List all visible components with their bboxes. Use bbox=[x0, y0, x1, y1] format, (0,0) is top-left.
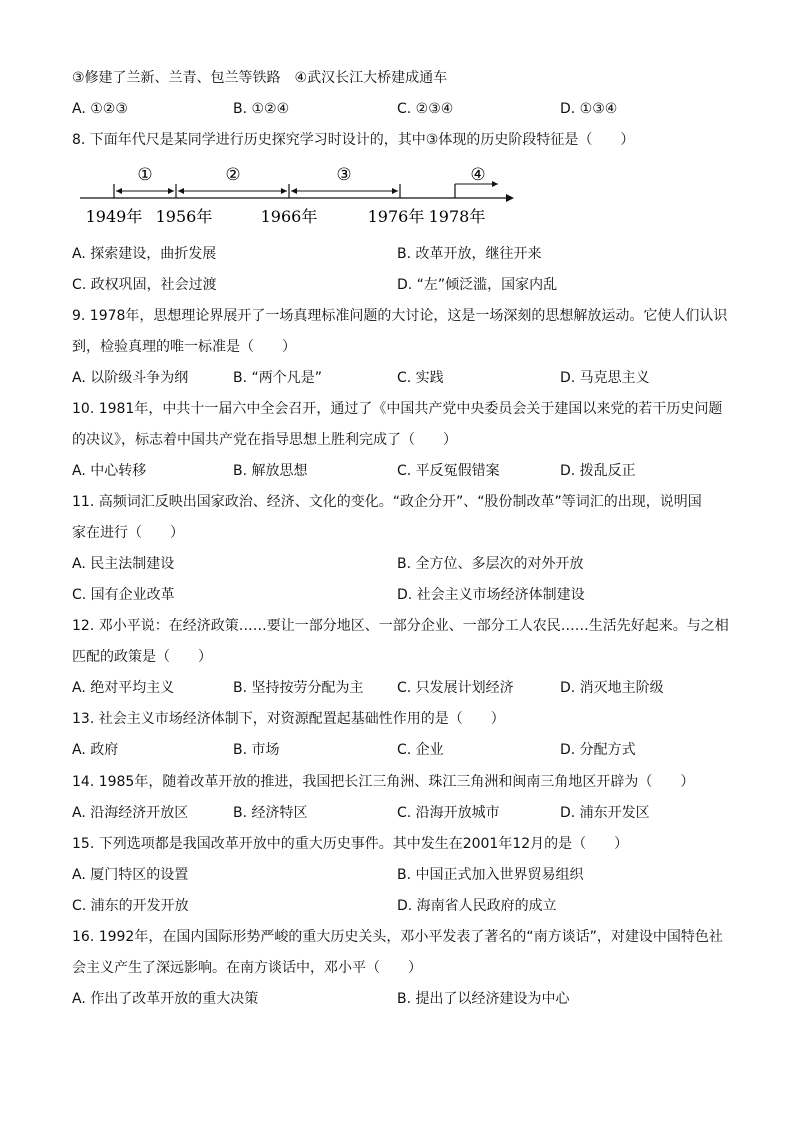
q14-stem: 14. 1985年，随着改革开放的推进，我国把长江三角洲、珠江三角洲和闽南三角地区开辟为（ ） bbox=[72, 774, 695, 790]
q11-stem-line2: 家在进行（ ） bbox=[72, 525, 184, 541]
q12-option-b: B. 坚持按劳分配为主 bbox=[233, 680, 364, 696]
q14-option-c: C. 沿海开放城市 bbox=[397, 805, 500, 821]
q11-option-b: B. 全方位、多层次的对外开放 bbox=[397, 556, 584, 572]
q14-option-d: D. 浦东开发区 bbox=[560, 805, 650, 821]
q9-option-c: C. 实践 bbox=[397, 370, 444, 386]
year-label: 1966年 bbox=[260, 207, 318, 226]
q10-option-b: B. 解放思想 bbox=[233, 463, 308, 479]
q15-option-c: C. 浦东的开发开放 bbox=[72, 898, 189, 914]
q9-stem-line2: 到，检验真理的唯一标准是（ ） bbox=[72, 339, 296, 355]
q7-option-a: A. ①②③ bbox=[72, 101, 128, 117]
q14-option-b: B. 经济特区 bbox=[233, 805, 308, 821]
q10-stem-line2: 的决议》，标志着中国共产党在指导思想上胜利完成了（ ） bbox=[72, 432, 457, 448]
q16-option-a: A. 作出了改革开放的重大决策 bbox=[72, 991, 259, 1007]
q12-option-c: C. 只发展计划经济 bbox=[397, 680, 514, 696]
q8-option-b: B. 改革开放，继往开来 bbox=[397, 246, 542, 262]
q10-option-d: D. 拨乱反正 bbox=[560, 463, 636, 479]
q16-option-b: B. 提出了以经济建设为中心 bbox=[397, 991, 570, 1007]
q8-option-c: C. 政权巩固，社会过渡 bbox=[72, 277, 217, 293]
segment-1-label: ① bbox=[137, 165, 153, 185]
q11-option-a: A. 民主法制建设 bbox=[72, 556, 175, 572]
q7-option-c: C. ②③④ bbox=[397, 101, 454, 117]
segment-4-label: ④ bbox=[470, 165, 486, 185]
q13-option-c: C. 企业 bbox=[397, 742, 444, 758]
q13-option-d: D. 分配方式 bbox=[560, 742, 636, 758]
q13-stem: 13. 社会主义市场经济体制下，对资源配置起基础性作用的是（ ） bbox=[72, 711, 505, 727]
q12-stem-line2: 匹配的政策是（ ） bbox=[72, 649, 212, 665]
q10-option-c: C. 平反冤假错案 bbox=[397, 463, 500, 479]
q16-stem-line2: 会主义产生了深远影响。在南方谈话中，邓小平（ ） bbox=[72, 960, 422, 976]
q13-option-a: A. 政府 bbox=[72, 742, 119, 758]
q7-line: ③修建了兰新、兰青、包兰等铁路 ④武汉长江大桥建成通车 bbox=[72, 70, 448, 86]
q9-option-b: B. “两个凡是” bbox=[233, 370, 323, 386]
q10-stem-line1: 10. 1981年，中共十一届六中全会召开，通过了《中国共产党中央委员会关于建国以来党的若干历史问题 bbox=[72, 401, 723, 417]
segment-3-label: ③ bbox=[336, 165, 352, 185]
q7-option-d: D. ①③④ bbox=[560, 101, 618, 117]
year-label: 1978年 bbox=[428, 207, 486, 226]
q8-stem: 8. 下面年代尺是某同学进行历史探究学习时设计的，其中③体现的历史阶段特征是（ ） bbox=[72, 132, 635, 148]
q8-option-d: D. “左”倾泛滥，国家内乱 bbox=[397, 277, 558, 293]
q10-option-a: A. 中心转移 bbox=[72, 463, 147, 479]
segment-2-label: ② bbox=[225, 165, 241, 185]
q12-option-a: A. 绝对平均主义 bbox=[72, 680, 175, 696]
q15-option-d: D. 海南省人民政府的成立 bbox=[397, 898, 557, 914]
q9-stem-line1: 9. 1978年，思想理论界展开了一场真理标准问题的大讨论，这是一场深刻的思想解放运动。它使人们认识 bbox=[72, 308, 728, 324]
q15-option-b: B. 中国正式加入世界贸易组织 bbox=[397, 867, 584, 883]
q12-option-d: D. 消灭地主阶级 bbox=[560, 680, 664, 696]
q14-option-a: A. 沿海经济开放区 bbox=[72, 805, 189, 821]
q11-option-c: C. 国有企业改革 bbox=[72, 587, 175, 603]
q12-stem-line1: 12. 邓小平说：在经济政策……要让一部分地区、一部分企业、一部分工人农民……生活先好起来。与之相 bbox=[72, 618, 729, 634]
q9-option-a: A. 以阶级斗争为纲 bbox=[72, 370, 189, 386]
timeline-axis-arrow bbox=[506, 194, 514, 202]
q7-option-b: B. ①②④ bbox=[233, 101, 290, 117]
q16-stem-line1: 16. 1992年，在国内国际形势严峻的重大历史关头，邓小平发表了著名的“南方谈话”，对建设中国特色社 bbox=[72, 929, 723, 945]
q8-option-a: A. 探索建设，曲折发展 bbox=[72, 246, 217, 262]
year-label: 1956年 bbox=[155, 207, 213, 226]
q8-timeline bbox=[78, 160, 518, 232]
year-label: 1949年 bbox=[85, 207, 143, 226]
q15-option-a: A. 厦门特区的设置 bbox=[72, 867, 189, 883]
q15-stem: 15. 下列选项都是我国改革开放中的重大历史事件。其中发生在2001年12月的是（ ） bbox=[72, 836, 629, 852]
year-label: 1976年 bbox=[367, 207, 425, 226]
q11-stem-line1: 11. 高频词汇反映出国家政治、经济、文化的变化。“政企分开”、“股份制改革”等词汇的出现，说明国 bbox=[72, 494, 702, 510]
q11-option-d: D. 社会主义市场经济体制建设 bbox=[397, 587, 585, 603]
q13-option-b: B. 市场 bbox=[233, 742, 280, 758]
q9-option-d: D. 马克思主义 bbox=[560, 370, 650, 386]
